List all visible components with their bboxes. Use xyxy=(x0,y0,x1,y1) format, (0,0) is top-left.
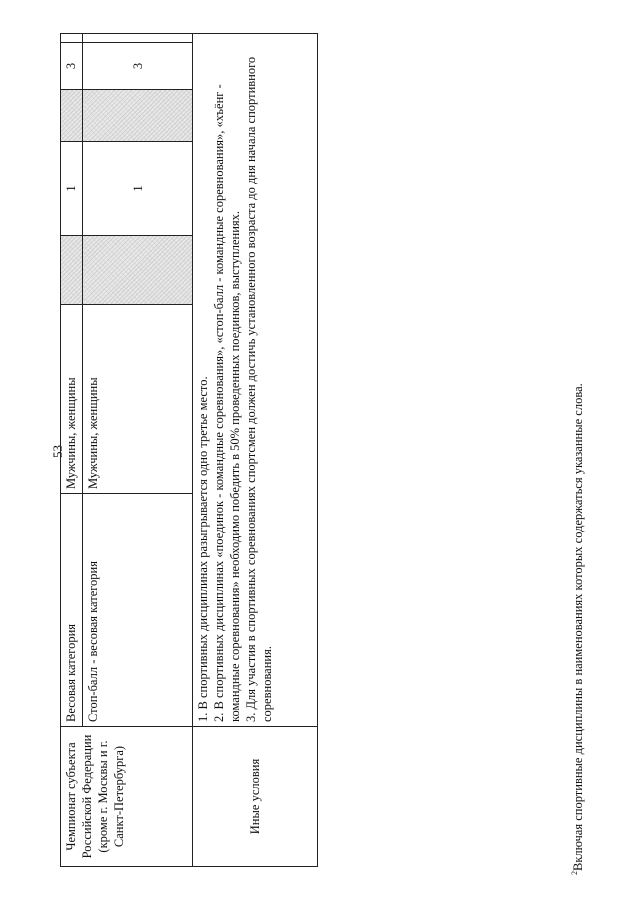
footnote-text: Включая спортивные дисциплины в наименованиях которых содержаться указанные слова. xyxy=(571,383,586,871)
competition-table xyxy=(60,33,318,867)
gender-cell: Мужчины, женщины xyxy=(83,305,193,494)
hatched-cell xyxy=(83,90,193,142)
note-1: 1. В спортивных дисциплинах разыгрывается одно третье место. xyxy=(196,376,210,722)
other-conditions-row xyxy=(193,34,318,867)
col-1-value: 1 xyxy=(83,142,193,236)
col-3-header: 3 xyxy=(61,43,83,90)
gender-header: Мужчины, женщины xyxy=(61,305,83,494)
competition-name-cell: Чемпионат субъекта Российской Федерации (кроме г. Москвы и г. Санкт-Петербурга) xyxy=(61,727,193,867)
other-conditions-notes xyxy=(193,34,318,727)
edge-cell xyxy=(61,34,83,43)
discipline-cell: Стоп-балл - весовая категория xyxy=(83,494,193,727)
weight-category-header: Весовая категория xyxy=(61,494,83,727)
hatched-cell xyxy=(61,236,83,305)
other-conditions-label: Иные условия xyxy=(193,727,318,867)
footnote-marker: 2 xyxy=(570,871,579,875)
table-header-row xyxy=(61,34,83,867)
hatched-cell xyxy=(83,236,193,305)
col-3-value: 3 xyxy=(83,43,193,90)
note-3: 3. Для участия в спортивных соревнованиях спортсмен должен достичь установленного возраста до дня начала спортивного соревнования. xyxy=(244,56,274,722)
footnote xyxy=(570,383,586,875)
hatched-cell xyxy=(61,90,83,142)
edge-cell xyxy=(83,34,193,43)
page-number: 53 xyxy=(50,445,65,458)
col-1-header: 1 xyxy=(61,142,83,236)
note-2: 2. В спортивных дисциплинах «поединок - командные соревнования», «стоп-балл - командные соревнования», «хъёнг - командные соревнования» необходимо победить в 50% проведенных поединков, выступлениях. xyxy=(212,84,242,722)
